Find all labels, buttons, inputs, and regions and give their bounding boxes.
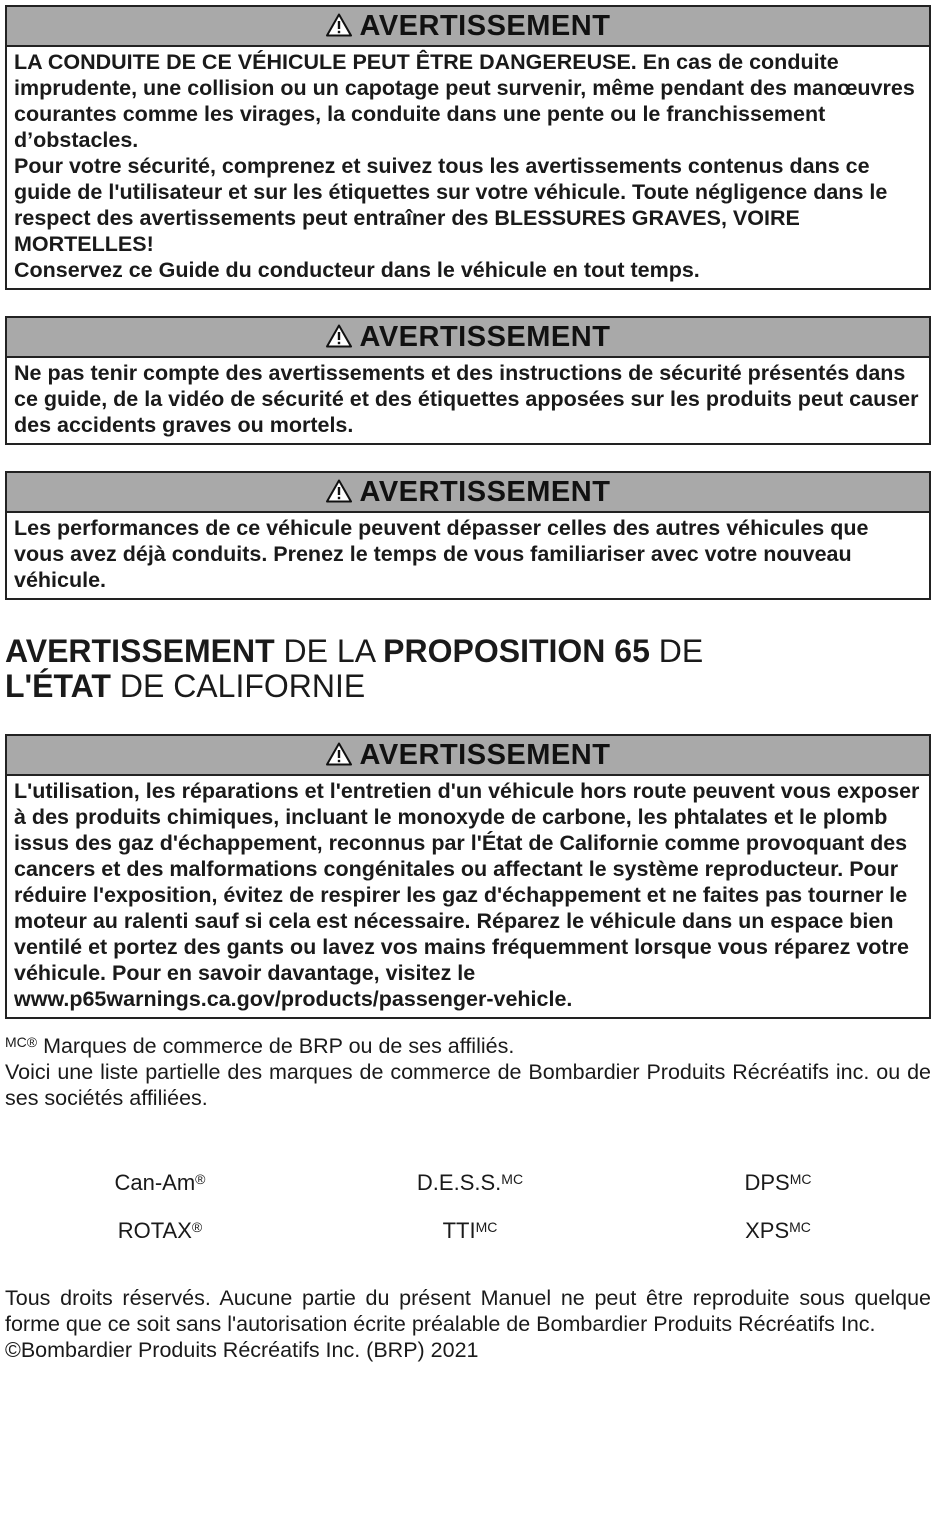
copyright-line: ©Bombardier Produits Récréatifs Inc. (BRP) 2021 bbox=[5, 1338, 479, 1362]
trademark-mark: MC bbox=[501, 1171, 524, 1187]
warning-triangle-icon bbox=[326, 324, 352, 348]
warning-body bbox=[7, 47, 929, 288]
trademark-item bbox=[5, 1165, 315, 1197]
trademark-mark: ® bbox=[191, 1219, 203, 1235]
warning-box-2 bbox=[5, 316, 931, 445]
warning-triangle-icon bbox=[326, 742, 352, 766]
trademark-symbols: MC® bbox=[5, 1034, 38, 1050]
warning-header bbox=[7, 473, 929, 513]
prop65-link[interactable]: www.p65warnings.ca.gov/products/passenger-vehicle. bbox=[14, 987, 573, 1011]
warning-box-3 bbox=[5, 471, 931, 600]
trademark-list bbox=[5, 1165, 931, 1245]
warning-heading: AVERTISSEMENT bbox=[359, 475, 611, 508]
trademark-name: XPS bbox=[745, 1218, 790, 1243]
rights-notice bbox=[5, 1285, 931, 1337]
trademark-list-intro: Voici une liste partielle des marques de commerce de Bombardier Produits Récréatifs inc. ou de ses sociétés affiliées. bbox=[5, 1060, 931, 1110]
trademark-note-text: Marques de commerce de BRP ou de ses affiliés. bbox=[37, 1034, 515, 1058]
trademark-mark: MC bbox=[789, 1219, 811, 1235]
warning-box-1 bbox=[5, 5, 931, 290]
trademark-mark: ® bbox=[195, 1171, 206, 1187]
title-part: L'ÉTAT bbox=[5, 668, 111, 704]
warning-heading: AVERTISSEMENT bbox=[359, 9, 611, 42]
warning-paragraph: Les performances de ce véhicule peuvent dépasser celles des autres véhicules que vous avez déjà conduits. Prenez le temps de vous familiariser avec votre nouveau véhicule. bbox=[14, 516, 869, 592]
warning-paragraph: Conservez ce Guide du conducteur dans le véhicule en tout temps. bbox=[14, 258, 700, 282]
warning-paragraph: L'utilisation, les réparations et l'entretien d'un véhicule hors route peuvent vous exposer à des produits chimiques, incluant le monoxyde de carbone, les phtalates et le plomb issus des gaz d'échappement, reconnus par l'État de Californie comme provoquant des cancers et des malformations congénitales ou affectant le système reproducteur. Pour réduire l'exposition, évitez de respirer les gaz d'échappement et ne faites pas tourner le moteur au ralenti sauf si cela est nécessaire. Réparez le véhicule dans un espace bien ventilé et portez des gants ou lavez vos mains fréquemment lorsque vous réparez votre véhicule. Pour en savoir davantage, visitez le bbox=[14, 779, 920, 985]
trademark-item bbox=[625, 1213, 931, 1245]
title-part: DE bbox=[649, 633, 704, 669]
warning-triangle-icon bbox=[326, 13, 352, 37]
warning-body bbox=[7, 776, 929, 1017]
warning-header bbox=[7, 736, 929, 776]
trademark-name: DPS bbox=[744, 1170, 790, 1195]
trademark-item bbox=[315, 1165, 625, 1197]
title-part: PROPOSITION 65 bbox=[383, 633, 650, 669]
warning-triangle-icon bbox=[326, 479, 352, 503]
warning-paragraph: LA CONDUITE DE CE VÉHICULE PEUT ÊTRE DANGEREUSE. En cas de conduite imprudente, une collision ou un capotage peut survenir, même pendant des manœuvres courantes comme les virages, la conduite dans une pente ou le franchissement d’obstacles. bbox=[14, 50, 915, 152]
title-part: DE CALIFORNIE bbox=[110, 668, 366, 704]
warning-paragraph: Ne pas tenir compte des avertissements et des instructions de sécurité présentés dans ce guide, de la vidéo de sécurité et des étiquettes apposées sur les produits peut causer des accidents graves ou mortels. bbox=[14, 361, 919, 437]
warning-paragraph: Pour votre sécurité, comprenez et suivez tous les avertissements contenus dans ce guide de l'utilisateur et sur les étiquettes sur votre véhicule. Toute négligence dans le respect des avertissements peut entraîner des BLESSURES GRAVES, VOIRE MORTELLES! bbox=[14, 154, 888, 256]
trademark-name: TTI bbox=[442, 1218, 476, 1243]
warning-body bbox=[7, 513, 929, 598]
prop65-warning-box bbox=[5, 734, 931, 1019]
trademark-item bbox=[5, 1213, 315, 1245]
warning-body bbox=[7, 358, 929, 443]
trademark-name: ROTAX bbox=[117, 1218, 192, 1243]
warning-heading: AVERTISSEMENT bbox=[359, 320, 611, 353]
trademark-mark: MC bbox=[475, 1219, 498, 1235]
warning-header bbox=[7, 7, 929, 47]
trademark-item bbox=[315, 1213, 625, 1245]
trademark-note bbox=[5, 1029, 931, 1111]
warning-heading: AVERTISSEMENT bbox=[359, 738, 611, 771]
trademark-mark: MC bbox=[789, 1171, 812, 1187]
rights-text: Tous droits réservés. Aucune partie du présent Manuel ne peut être reproduite sous quelque forme que ce soit sans l'autorisation écrite préalable de Bombardier Produits Récréatifs Inc. bbox=[5, 1286, 931, 1336]
title-part: DE LA bbox=[274, 633, 384, 669]
trademark-name: Can-Am bbox=[114, 1170, 196, 1195]
trademark-name: D.E.S.S. bbox=[416, 1170, 502, 1195]
title-part: AVERTISSEMENT bbox=[5, 633, 275, 669]
prop65-title bbox=[5, 634, 931, 704]
document-page bbox=[5, 5, 931, 1363]
warning-header bbox=[7, 318, 929, 358]
trademark-item bbox=[625, 1165, 931, 1197]
